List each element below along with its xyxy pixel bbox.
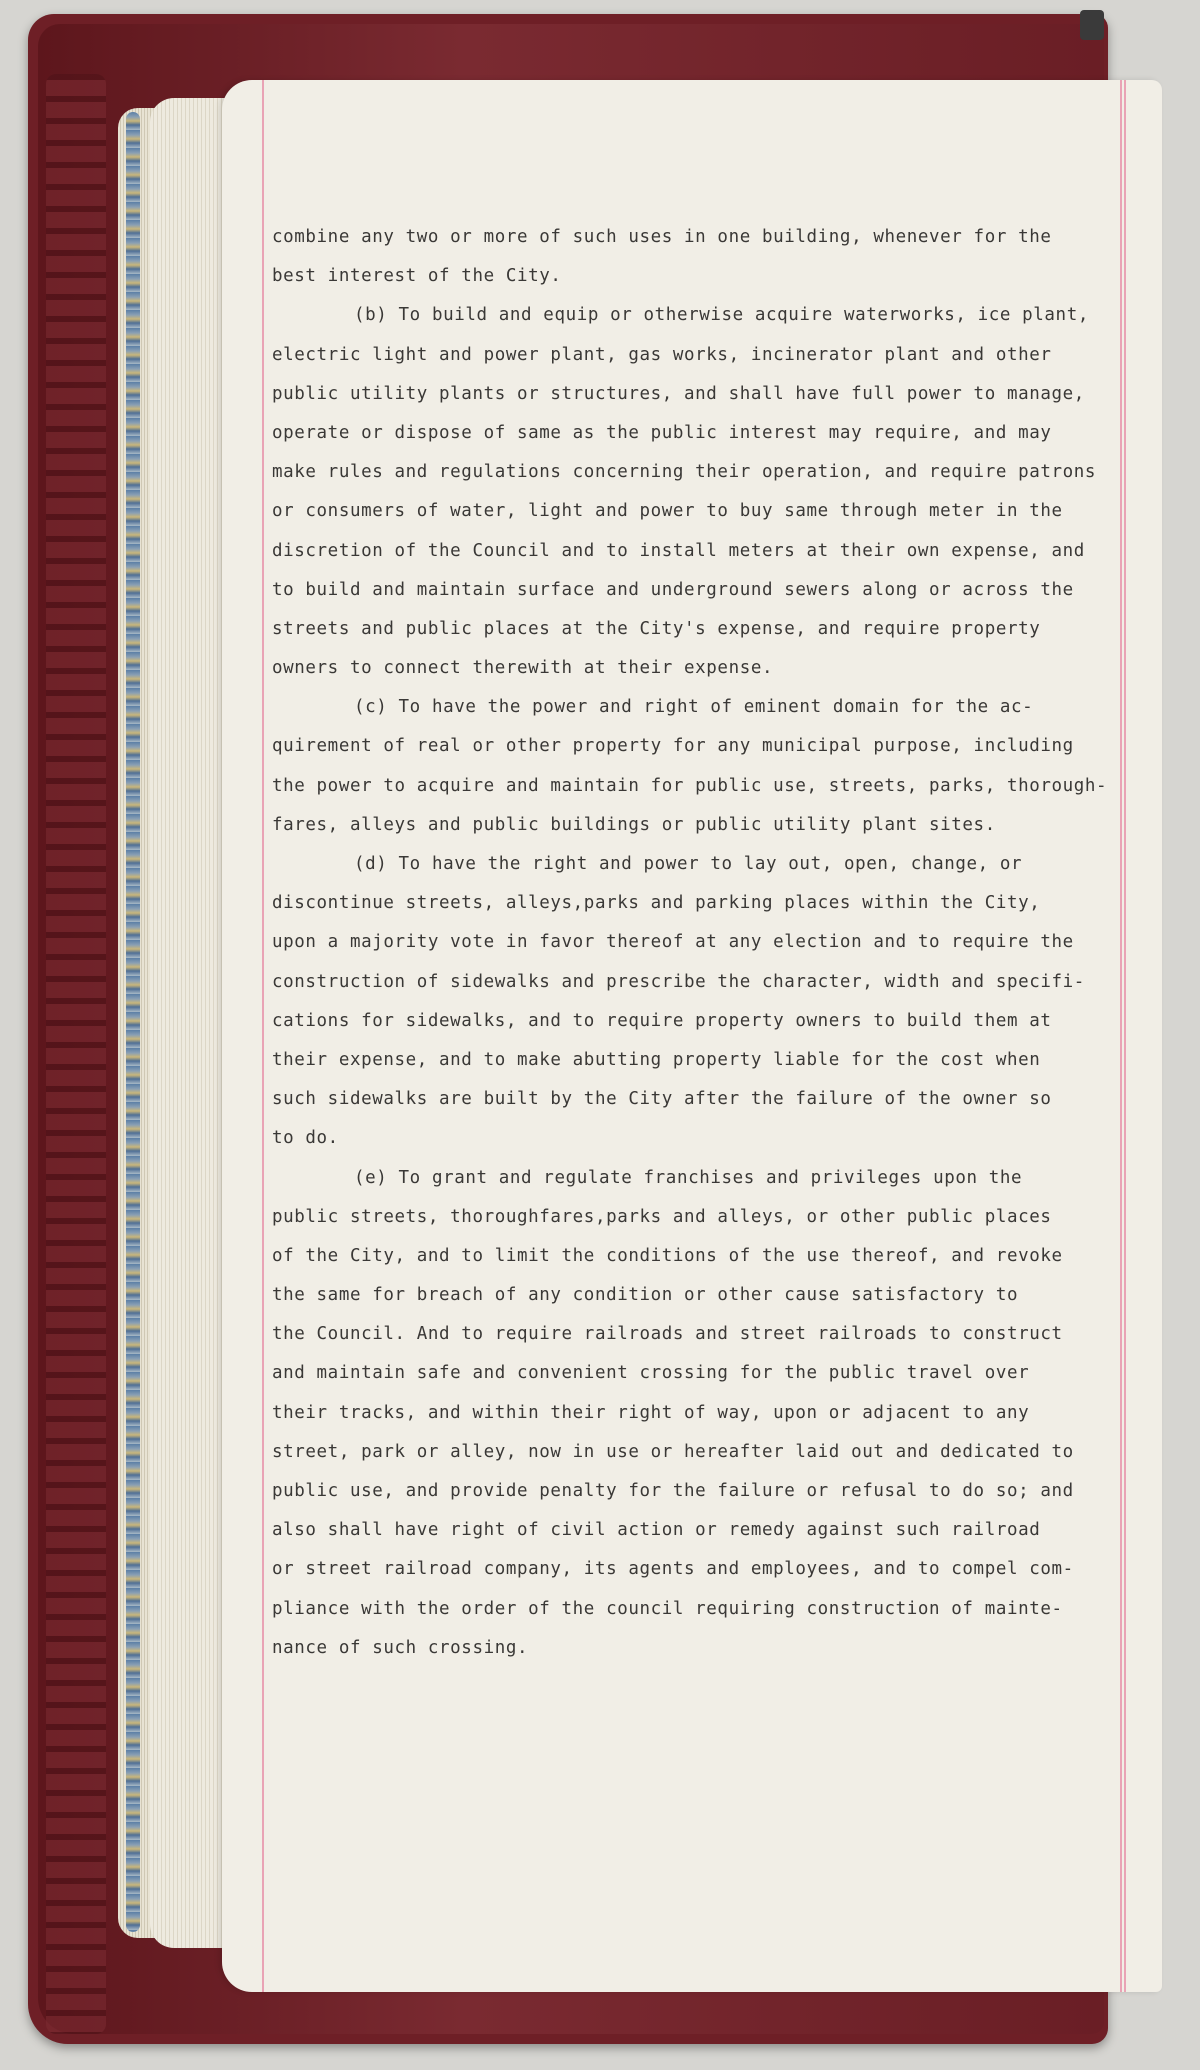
text-line: electric light and power plant, gas works, incinerator plant and other [272, 344, 1052, 365]
text-line: such sidewalks are built by the City after the failure of the owner so [272, 1089, 1052, 1110]
section-d-heading-line: (d) To have the right and power to lay out, open, change, or [354, 854, 1023, 874]
text-line: the power to acquire and maintain for public use, streets, parks, thorough- [272, 775, 1108, 796]
text-line: their tracks, and within their right of way, upon or adjacent to any [272, 1402, 1030, 1423]
text-line: discontinue streets, alleys,parks and parking places within the City, [272, 893, 1041, 914]
text-line: street, park or alley, now in use or hereafter laid out and dedicated to [272, 1441, 1074, 1462]
section-e-heading-line: (e) To grant and regulate franchises and privileges upon the [354, 1167, 1023, 1188]
text-line: the Council. And to require railroads and street railroads to construct [272, 1324, 1063, 1345]
text-line: or consumers of water, light and power to buy same through meter in the [272, 501, 1063, 522]
text-line: best interest of the City. [272, 266, 562, 287]
text-line: their expense, and to make abutting property liable for the cost when [272, 1049, 1041, 1070]
text-line: owners to connect therewith at their expense. [272, 658, 774, 679]
text-line: and maintain safe and convenient crossing for the public travel over [272, 1363, 1030, 1384]
typed-text-body [272, 218, 1130, 1668]
text-line: nance of such crossing. [272, 1637, 529, 1658]
text-line: public streets, thoroughfares,parks and alleys, or other public places [272, 1206, 1052, 1227]
marbled-edge [126, 112, 140, 1932]
text-line: or street railroad company, its agents and employees, and to compel com- [272, 1559, 1074, 1580]
text-line: of the City, and to limit the conditions of the use thereof, and revoke [272, 1245, 1063, 1266]
text-line: also shall have right of civil action or remedy against such railroad [272, 1520, 1041, 1541]
text-line: cations for sidewalks, and to require property owners to build them at [272, 1010, 1052, 1031]
text-line: to build and maintain surface and underground sewers along or across the [272, 579, 1074, 600]
text-line: the same for breach of any condition or other cause satisfactory to [272, 1285, 1019, 1306]
text-line: public utility plants or structures, and shall have full power to manage, [272, 383, 1085, 404]
text-line: streets and public places at the City's expense, and require property [272, 618, 1041, 639]
text-line: to do. [272, 1128, 339, 1149]
book-clasp [1080, 10, 1104, 40]
text-line: operate or dispose of same as the public interest may require, and may [272, 422, 1052, 443]
section-b-heading-line: (b) To build and equip or otherwise acquire waterworks, ice plant, [354, 305, 1089, 326]
text-line: construction of sidewalks and prescribe the character, width and specifi- [272, 971, 1085, 992]
cover-spine-decoration [46, 74, 106, 2034]
text-line: fares, alleys and public buildings or public utility plant sites. [272, 814, 996, 835]
text-line: pliance with the order of the council requiring construction of mainte- [272, 1598, 1063, 1619]
left-margin-rule [262, 80, 264, 1992]
text-line: combine any two or more of such uses in one building, whenever for the [272, 227, 1052, 247]
text-line: quirement of real or other property for any municipal purpose, including [272, 736, 1074, 757]
text-line: upon a majority vote in favor thereof at any election and to require the [272, 932, 1074, 953]
section-c-heading-line: (c) To have the power and right of eminent domain for the ac- [354, 697, 1034, 718]
text-line: discretion of the Council and to install meters at their own expense, and [272, 540, 1085, 561]
text-line: make rules and regulations concerning their operation, and require patrons [272, 462, 1097, 483]
text-line: public use, and provide penalty for the failure or refusal to do so; and [272, 1481, 1074, 1501]
